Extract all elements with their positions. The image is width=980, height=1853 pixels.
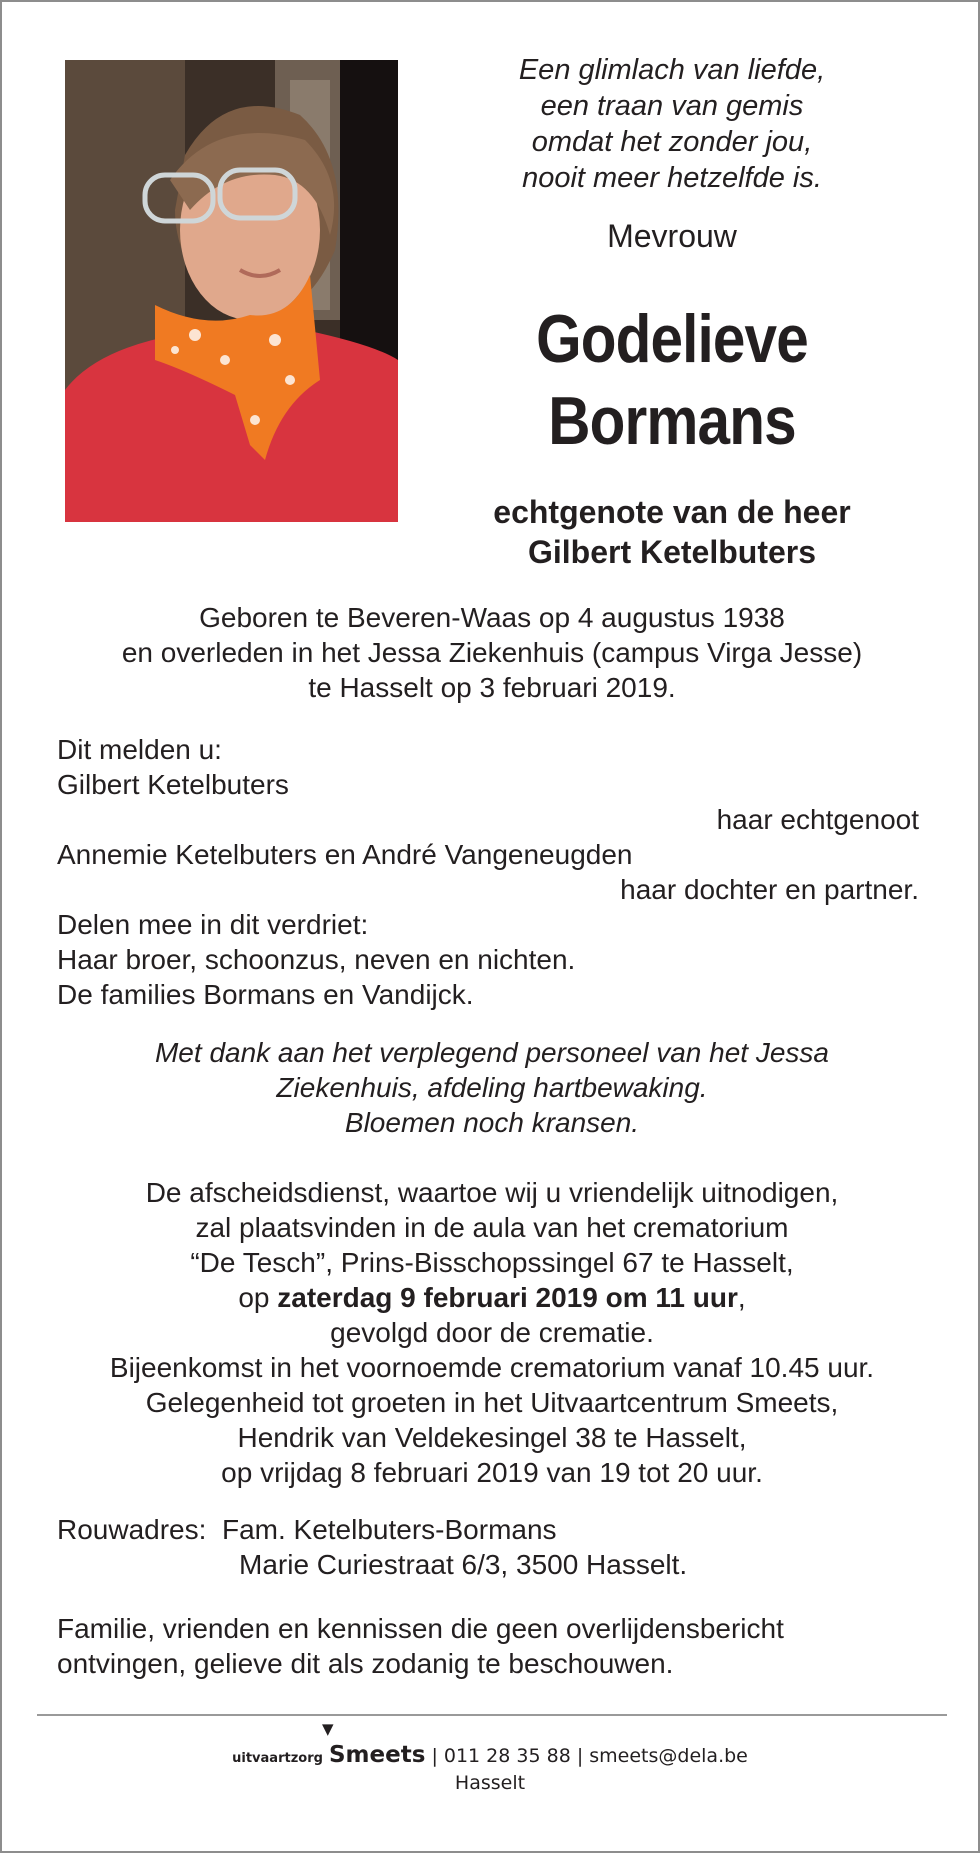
poem-line: Een glimlach van liefde,	[518, 54, 826, 86]
poem-line: nooit meer hetzelfde is.	[522, 162, 822, 194]
birth-line: Geboren te Beveren-Waas op 4 augustus 1938	[199, 602, 785, 633]
thanks-note	[57, 1035, 927, 1140]
portrait-illustration	[65, 60, 398, 522]
thanks-line: Ziekenhuis, afdeling hartbewaking.	[276, 1072, 708, 1103]
divider	[37, 1714, 947, 1716]
funeral-home-footer	[2, 1720, 978, 1794]
family-announcement	[57, 732, 927, 1012]
condolence-address	[57, 1512, 927, 1582]
thanks-line: Met dank aan het verplegend personeel van het Jessa	[154, 1037, 829, 1068]
visitation-address: Hendrik van Veldekesingel 38 te Hasselt,	[237, 1422, 747, 1453]
service-date-prefix: op	[238, 1282, 278, 1313]
families-line: De families Bormans en Vandijck.	[57, 979, 474, 1010]
poem-line: een traan van gemis	[540, 90, 804, 122]
death-line: en overleden in het Jessa Ziekenhuis (campus Virga Jesse)	[121, 637, 863, 668]
flowers-line: Bloemen noch kransen.	[344, 1107, 640, 1138]
deceased-name	[466, 298, 879, 462]
logo-triangle-icon: ▼	[321, 1720, 334, 1738]
address-name: Fam. Ketelbuters-Bormans	[221, 1514, 557, 1545]
address-label: Rouwadres:	[57, 1514, 207, 1545]
spouse-name: Gilbert Ketelbuters	[527, 534, 817, 570]
spouse-line: echtgenote van de heer	[493, 494, 851, 530]
family-role: haar echtgenoot	[716, 804, 919, 835]
visitation-time: op vrijdag 8 februari 2019 van 19 tot 20 uur.	[221, 1457, 763, 1488]
death-place-line: te Hasselt op 3 februari 2019.	[308, 672, 676, 703]
service-date-suffix: ,	[737, 1282, 746, 1313]
salutation: Mevrouw	[607, 218, 737, 254]
funeral-home-prefix: uitvaartzorg	[232, 1751, 323, 1766]
service-line: gevolgd door de crematie.	[330, 1317, 654, 1348]
funeral-service-info	[57, 1175, 927, 1490]
service-line: De afscheidsdienst, waartoe wij u vriendelijk uitnodigen,	[145, 1177, 839, 1208]
funeral-home-line	[2, 1720, 978, 1768]
closing-line: ontvingen, gelieve dit als zodanig te beschouwen.	[57, 1648, 674, 1679]
visitation-line: Gelegenheid tot groeten in het Uitvaartcentrum Smeets,	[145, 1387, 839, 1418]
service-line: zal plaatsvinden in de aula van het crematorium	[195, 1212, 789, 1243]
service-date-line	[57, 1280, 927, 1315]
service-date: zaterdag 9 februari 2019 om 11 uur	[277, 1282, 738, 1313]
closing-line: Familie, vrienden en kennissen die geen overlijdensbericht	[57, 1613, 784, 1644]
address-first-line	[57, 1512, 927, 1547]
first-name: Godelieve	[536, 301, 808, 377]
address-street: Marie Curiestraat 6/3, 3500 Hasselt.	[239, 1549, 688, 1580]
family-role: haar dochter en partner.	[620, 874, 919, 905]
family-intro: Dit melden u:	[57, 734, 222, 765]
birth-death-details	[62, 600, 922, 705]
spouse-info	[432, 492, 912, 572]
family-name: Gilbert Ketelbuters	[57, 769, 289, 800]
funeral-home-city: Hasselt	[454, 1772, 526, 1794]
last-name: Bormans	[548, 383, 796, 459]
share-grief-intro: Delen mee in dit verdriet:	[57, 909, 369, 940]
closing-note	[57, 1611, 927, 1681]
poem-line: omdat het zonder jou,	[531, 126, 813, 158]
gathering-line: Bijeenkomst in het voornoemde crematorium vanaf 10.45 uur.	[109, 1352, 875, 1383]
funeral-home-contact: | 011 28 35 88 | smeets@dela.be	[431, 1745, 748, 1767]
family-name: Annemie Ketelbuters en André Vangeneugden	[57, 839, 633, 870]
funeral-home-brand: Smeets	[328, 1742, 426, 1768]
service-venue: “De Tesch”, Prins-Bisschopssingel 67 te Hasselt,	[190, 1247, 794, 1278]
relatives-line: Haar broer, schoonzus, neven en nichten.	[57, 944, 576, 975]
portrait-photo	[65, 60, 398, 522]
poem	[432, 52, 912, 196]
funeral-home-logo	[321, 1720, 426, 1768]
